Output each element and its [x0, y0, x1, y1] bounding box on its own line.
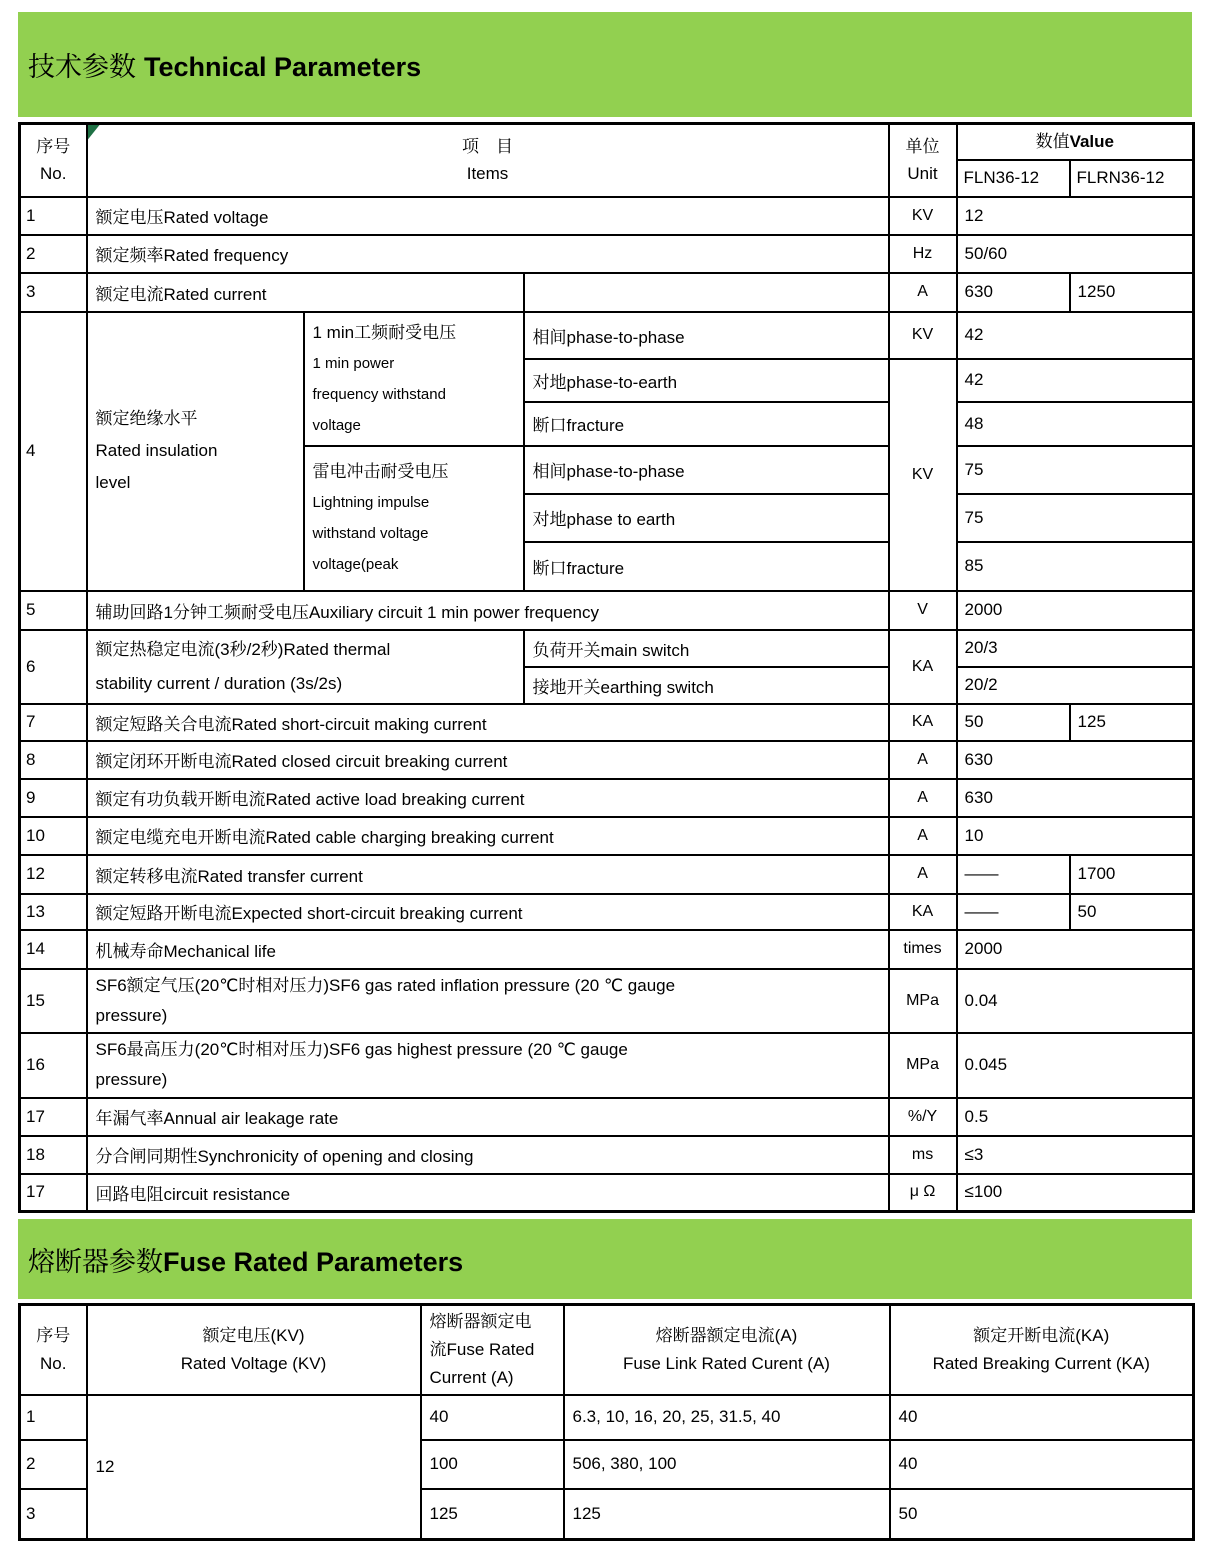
row-unit: V [889, 591, 957, 630]
row-no: 13 [20, 894, 87, 930]
table-row [20, 741, 1194, 779]
row-value: ≤3 [957, 1136, 1194, 1174]
table-row [20, 817, 1194, 855]
row-value-flrn: 1250 [1070, 273, 1194, 312]
row-unit: A [889, 273, 957, 312]
power-frequency-withstand-label: 1 min工频耐受电压 1 min power frequency withstand voltage [304, 312, 524, 446]
row-unit: KV [889, 312, 957, 359]
row-value-flrn: 125 [1070, 704, 1194, 741]
row-unit: %/Y [889, 1098, 957, 1136]
fuse-link-current-value: 125 [564, 1489, 890, 1540]
row-item: 额定短路开断电流Expected short-circuit breaking current [87, 894, 889, 930]
row-value: 0.5 [957, 1098, 1194, 1136]
fuse-rated-current-value: 40 [421, 1395, 564, 1440]
fuse-row-no: 2 [20, 1440, 87, 1489]
row-item: 对地phase to earth [524, 494, 889, 542]
row-no: 10 [20, 817, 87, 855]
row-unit: KA [889, 630, 957, 704]
fuse-header-breaking-current: 额定开断电流(KA) Rated Breaking Current (KA) [890, 1305, 1194, 1395]
row-item: 额定转移电流Rated transfer current [87, 855, 889, 894]
row-value: 48 [957, 402, 1194, 446]
insulation-level-label: 额定绝缘水平 Rated insulation level [87, 312, 304, 591]
row-no: 9 [20, 779, 87, 817]
header-items: 项 目 Items [87, 124, 889, 197]
row-item: 额定电流Rated current [87, 273, 524, 312]
table-row [20, 1136, 1194, 1174]
row-item: 分合闸同期性Synchronicity of opening and closing [87, 1136, 889, 1174]
row-item: 额定频率Rated frequency [87, 235, 889, 273]
row-no: 3 [20, 273, 87, 312]
row-item: 额定闭环开断电流Rated closed circuit breaking current [87, 741, 889, 779]
table-row [20, 1033, 1194, 1098]
row-value: 630 [957, 741, 1194, 779]
table-row [20, 1395, 1194, 1440]
row-value: 85 [957, 542, 1194, 591]
row-item: 机械寿命Mechanical life [87, 930, 889, 969]
row-unit: A [889, 779, 957, 817]
table-row [20, 704, 1194, 741]
fuse-link-current-value: 506, 380, 100 [564, 1440, 890, 1489]
row-value: 2000 [957, 591, 1194, 630]
row-unit: A [889, 741, 957, 779]
row-item: SF6最高压力(20℃时相对压力)SF6 gas highest pressure (20 ℃ gauge pressure) [87, 1033, 889, 1098]
header-value: 数值Value [957, 124, 1194, 160]
table-row [20, 894, 1194, 930]
row-value: 0.04 [957, 969, 1194, 1033]
row-no: 2 [20, 235, 87, 273]
row-value-fln: —— [957, 855, 1070, 894]
row-unit: ms [889, 1136, 957, 1174]
section-banner-fuse [18, 1219, 1192, 1299]
row-value: 0.045 [957, 1033, 1194, 1098]
row-item: 额定电缆充电开断电流Rated cable charging breaking current [87, 817, 889, 855]
row-value-flrn: 1700 [1070, 855, 1194, 894]
fuse-link-current-value: 6.3, 10, 16, 20, 25, 31.5, 40 [564, 1395, 890, 1440]
row-item: 额定有功负载开断电流Rated active load breaking current [87, 779, 889, 817]
row-item: 接地开关earthing switch [524, 667, 889, 704]
row-no: 17 [20, 1174, 87, 1212]
row-unit: MPa [889, 1033, 957, 1098]
fuse-row-no: 1 [20, 1395, 87, 1440]
fuse-rated-voltage-value: 12 [87, 1395, 421, 1540]
row-no: 6 [20, 630, 87, 704]
row-no: 5 [20, 591, 87, 630]
row-item: 额定电压Rated voltage [87, 197, 889, 235]
thermal-stability-label: 额定热稳定电流(3秒/2秒)Rated thermal stability current / duration (3s/2s) [87, 630, 524, 704]
row-value-flrn: 50 [1070, 894, 1194, 930]
row-item: 额定短路关合电流Rated short-circuit making current [87, 704, 889, 741]
header-model-flrn36-12: FLRN36-12 [1070, 160, 1194, 197]
row-no: 16 [20, 1033, 87, 1098]
row-no: 8 [20, 741, 87, 779]
row-no: 17 [20, 1098, 87, 1136]
row-item: 相间phase-to-phase [524, 312, 889, 359]
row-unit: times [889, 930, 957, 969]
table-row [20, 591, 1194, 630]
table-row [20, 197, 1194, 235]
row-value: 20/2 [957, 667, 1194, 704]
row-item: SF6额定气压(20℃时相对压力)SF6 gas rated inflation pressure (20 ℃ gauge pressure) [87, 969, 889, 1033]
row-unit: A [889, 817, 957, 855]
row-value: 12 [957, 197, 1194, 235]
table-row [20, 855, 1194, 894]
fuse-breaking-current-value: 40 [890, 1440, 1194, 1489]
technical-parameters-table [18, 122, 1195, 1213]
row-item: 相间phase-to-phase [524, 446, 889, 494]
table-row [20, 930, 1194, 969]
fuse-parameters-table [18, 1303, 1195, 1541]
row-no: 18 [20, 1136, 87, 1174]
row-value: 42 [957, 312, 1194, 359]
row-item: 对地phase-to-earth [524, 359, 889, 402]
row-unit: KA [889, 704, 957, 741]
row-value-fln: —— [957, 894, 1070, 930]
row-item: 断口fracture [524, 402, 889, 446]
section-banner-technical [18, 12, 1192, 117]
table-row [20, 1098, 1194, 1136]
row-value: 75 [957, 446, 1194, 494]
row-item-empty [524, 273, 889, 312]
row-item: 年漏气率Annual air leakage rate [87, 1098, 889, 1136]
row-value: 50/60 [957, 235, 1194, 273]
row-no: 12 [20, 855, 87, 894]
section-title-fuse [18, 1240, 463, 1279]
table-row [20, 630, 1194, 667]
row-item: 回路电阻circuit resistance [87, 1174, 889, 1212]
fuse-header-link-rated-current: 熔断器额定电流(A) Fuse Link Rated Curent (A) [564, 1305, 890, 1395]
row-value-fln: 630 [957, 273, 1070, 312]
row-unit: KV [889, 359, 957, 591]
table-row [20, 779, 1194, 817]
row-value: 10 [957, 817, 1194, 855]
row-item: 辅助回路1分钟工频耐受电压Auxiliary circuit 1 min power frequency [87, 591, 889, 630]
table-row [20, 235, 1194, 273]
fuse-rated-current-value: 125 [421, 1489, 564, 1540]
fuse-breaking-current-value: 50 [890, 1489, 1194, 1540]
row-no: 1 [20, 197, 87, 235]
row-value-fln: 50 [957, 704, 1070, 741]
row-value: 42 [957, 359, 1194, 402]
row-item: 断口fracture [524, 542, 889, 591]
fuse-title-en: Fuse Rated Parameters [163, 1246, 464, 1277]
section-title-technical [18, 45, 421, 84]
row-value: ≤100 [957, 1174, 1194, 1212]
section-title-zh: 技术参数 [28, 52, 136, 82]
row-value: 2000 [957, 930, 1194, 969]
row-value: 20/3 [957, 630, 1194, 667]
fuse-rated-current-value: 100 [421, 1440, 564, 1489]
header-no: 序号 No. [20, 124, 87, 197]
row-no: 15 [20, 969, 87, 1033]
table-row [20, 1174, 1194, 1212]
fuse-header-no: 序号 No. [20, 1305, 87, 1395]
row-no: 14 [20, 930, 87, 969]
row-value: 75 [957, 494, 1194, 542]
fuse-header-fuse-rated-current: 熔断器额定电 流Fuse Rated Current (A) [421, 1305, 564, 1395]
table-row [20, 312, 1194, 359]
header-unit: 单位 Unit [889, 124, 957, 197]
row-unit: A [889, 855, 957, 894]
lightning-impulse-withstand-label: 雷电冲击耐受电压 Lightning impulse withstand voltage voltage(peak [304, 446, 524, 591]
row-unit: MPa [889, 969, 957, 1033]
fuse-title-zh: 熔断器参数 [28, 1246, 163, 1277]
row-value: 630 [957, 779, 1194, 817]
row-no: 7 [20, 704, 87, 741]
fuse-header-rated-voltage: 额定电压(KV) Rated Voltage (KV) [87, 1305, 421, 1395]
row-unit: KA [889, 894, 957, 930]
fuse-breaking-current-value: 40 [890, 1395, 1194, 1440]
table-row [20, 273, 1194, 312]
section-title-en: Technical Parameters [144, 52, 422, 82]
row-unit: KV [889, 197, 957, 235]
fuse-row-no: 3 [20, 1489, 87, 1540]
row-no: 4 [20, 312, 87, 591]
row-item: 负荷开关main switch [524, 630, 889, 667]
table-row [20, 969, 1194, 1033]
header-model-fln36-12: FLN36-12 [957, 160, 1070, 197]
row-unit: Hz [889, 235, 957, 273]
row-unit: μ Ω [889, 1174, 957, 1212]
